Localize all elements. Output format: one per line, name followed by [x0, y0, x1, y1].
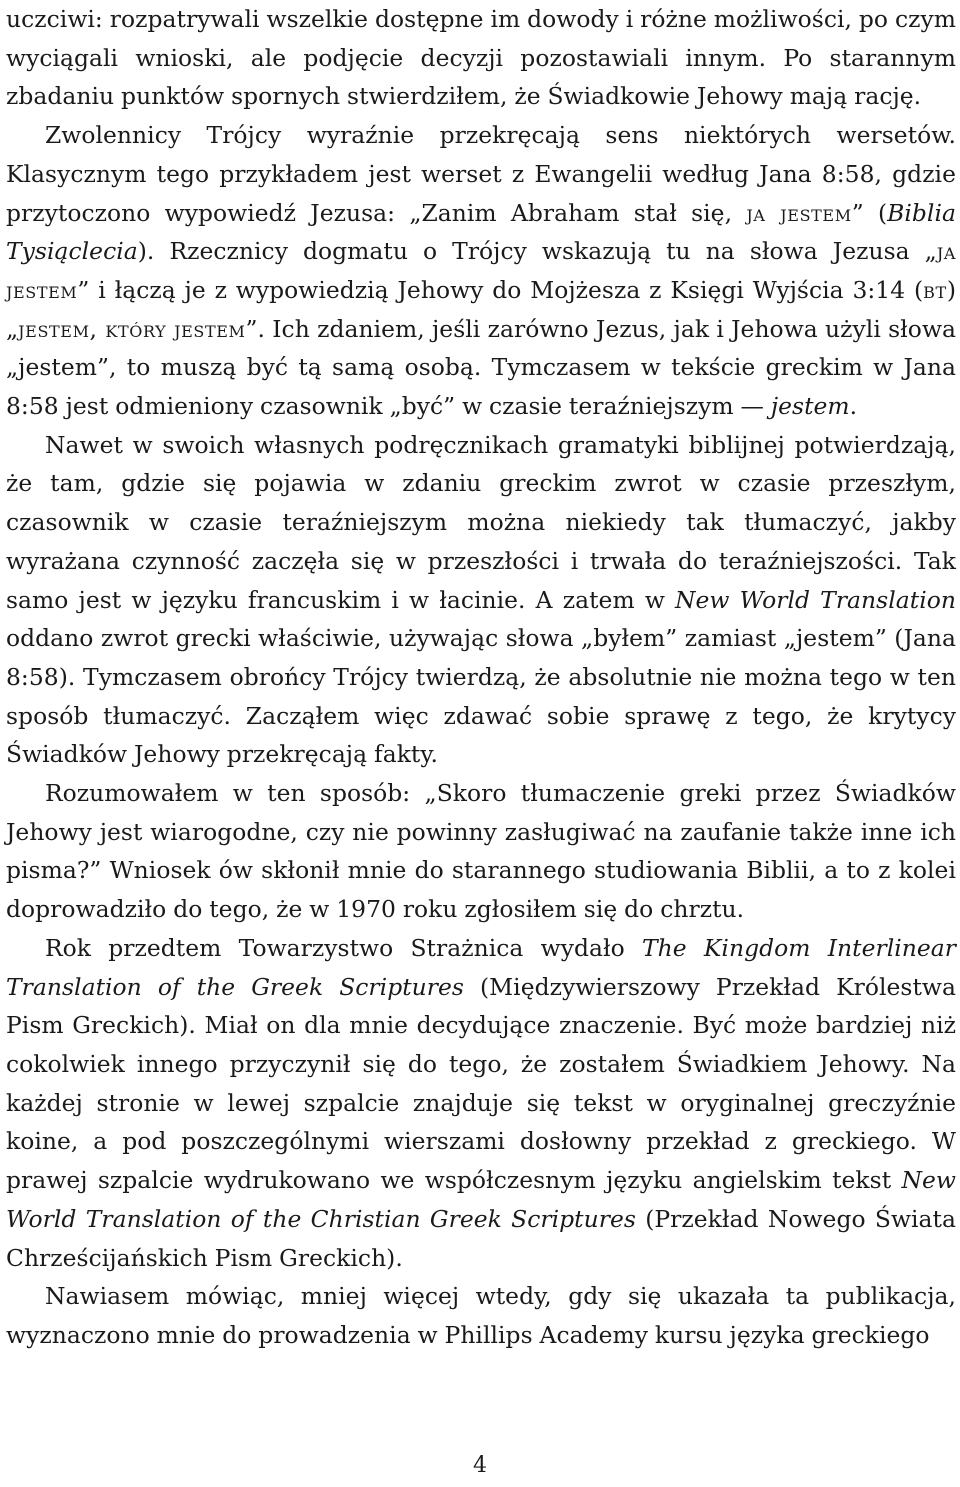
text-run: oddano zwrot grecki właściwie, używając słowa „byłem” zamiast „jestem” (Jana 8:58). Tymczasem obrońcy Trójcy twierdzą, że absolutnie nie można tego w ten sposób tłumaczyć. Zacząłem więc zdawać sobie sprawę z tego, że krytycy Świadków Jehowy przekręcają fakty. [6, 624, 956, 769]
paragraph [6, 426, 956, 774]
paragraph [6, 774, 956, 929]
italic-text: Biblia Tysiąclecia [6, 198, 956, 266]
small-caps-text: jestem, który jestem [18, 314, 246, 343]
text-run: ” ( [851, 198, 888, 227]
italic-text: jestem [770, 392, 850, 421]
page-body [6, 0, 956, 1355]
paragraph [6, 929, 956, 1277]
small-caps-text: ja jestem [746, 198, 852, 227]
text-run: (Międzywierszowy Przekład Królestwa Pism Greckich). Miał on dla mnie decydujące znaczenie. Być może bardziej niż cokolwiek innego przyczynił się do tego, że zostałem Świadkiem Jehowy. Na każdej stronie w lewej szpalcie znajduje się tekst w oryginalnej greczyźnie koine, a pod poszczególnymi wierszami dosłowny przekład z greckiego. W prawej szpalcie wydrukowano we współczesnym języku angielskim tekst [6, 972, 956, 1195]
text-run: uczciwi: rozpatrywali wszelkie dostępne im dowody i różne możliwości, po czym wyciągali wnioski, ale podjęcie decyzji pozostawiali innym. Po starannym zbadaniu punktów spornych stwierdziłem, że Świadkowie Jehowy mają rację. [6, 5, 956, 111]
text-run: ). Rzecznicy dogmatu o Trójcy wskazują tu na słowa Jezusa „ [137, 237, 937, 266]
text-run: (Przekład Nowego Świata Chrześcijańskich Pism Greckich). [6, 1204, 956, 1272]
text-run: Nawet w swoich własnych podręcznikach gramatyki biblijnej potwierdzają, że tam, gdzie się pojawia w zdaniu greckim zwrot w czasie przeszłym, czasownik w czasie teraźniejszym można niekiedy tak tłumaczyć, jakby wyrażana czynność zaczęła się w przeszłości i trwała do teraźniejszości. Tak samo jest w języku francuskim i w łacinie. A zatem w [6, 430, 956, 614]
paragraph [6, 1277, 956, 1354]
page-number: 4 [473, 1453, 487, 1478]
text-run: Zwolennicy Trójcy wyraźnie przekręcają sens niektórych wersetów. Klasycznym tego przykładem jest werset z Ewangelii według Jana 8:58, gdzie przytoczono wypowiedź Jezusa: „Zanim Abraham stał się, [6, 121, 956, 227]
paragraph [6, 0, 956, 116]
text-run: ) „ [6, 275, 956, 343]
italic-text: The Kingdom Interlinear Translation of the Greek Scriptures [6, 933, 956, 1001]
small-caps-text: ja jestem [6, 237, 956, 304]
text-run: ”. Ich zdaniem, jeśli zarówno Jezus, jak i Jehowa użyli słowa „jestem”, to muszą być tą samą osobą. Tymczasem w tekście greckim w Jana 8:58 jest odmieniony czasownik „być” w czasie teraźniejszym — [6, 314, 957, 421]
italic-text: New World Translation of the Christian Greek Scriptures [6, 1166, 956, 1233]
text-run: Rozumowałem w ten sposób: „Skoro tłumaczenie greki przez Świadków Jehowy jest wiarogodne, czy nie powinny zasługiwać na zaufanie także inne ich pisma?” Wniosek ów skłonił mnie do starannego studiowania Biblii, a to z kolei doprowadziło do tego, że w 1970 roku zgłosiłem się do chrztu. [6, 779, 956, 924]
paragraph [6, 116, 956, 426]
text-run: Rok przedtem Towarzystwo Strażnica wydało [45, 933, 642, 962]
italic-text: New World Translation [675, 585, 956, 614]
text-run: ” i łączą je z wypowiedzią Jehowy do Mojżesza z Księgi Wyjścia 3:14 ( [77, 275, 924, 304]
text-run: Nawiasem mówiąc, mniej więcej wtedy, gdy się ukazała ta publikacja, wyznaczono mnie do prowadzenia w Phillips Academy kursu języka greckiego [6, 1282, 956, 1349]
text-run: . [849, 392, 858, 421]
small-caps-text: bt [923, 275, 947, 304]
